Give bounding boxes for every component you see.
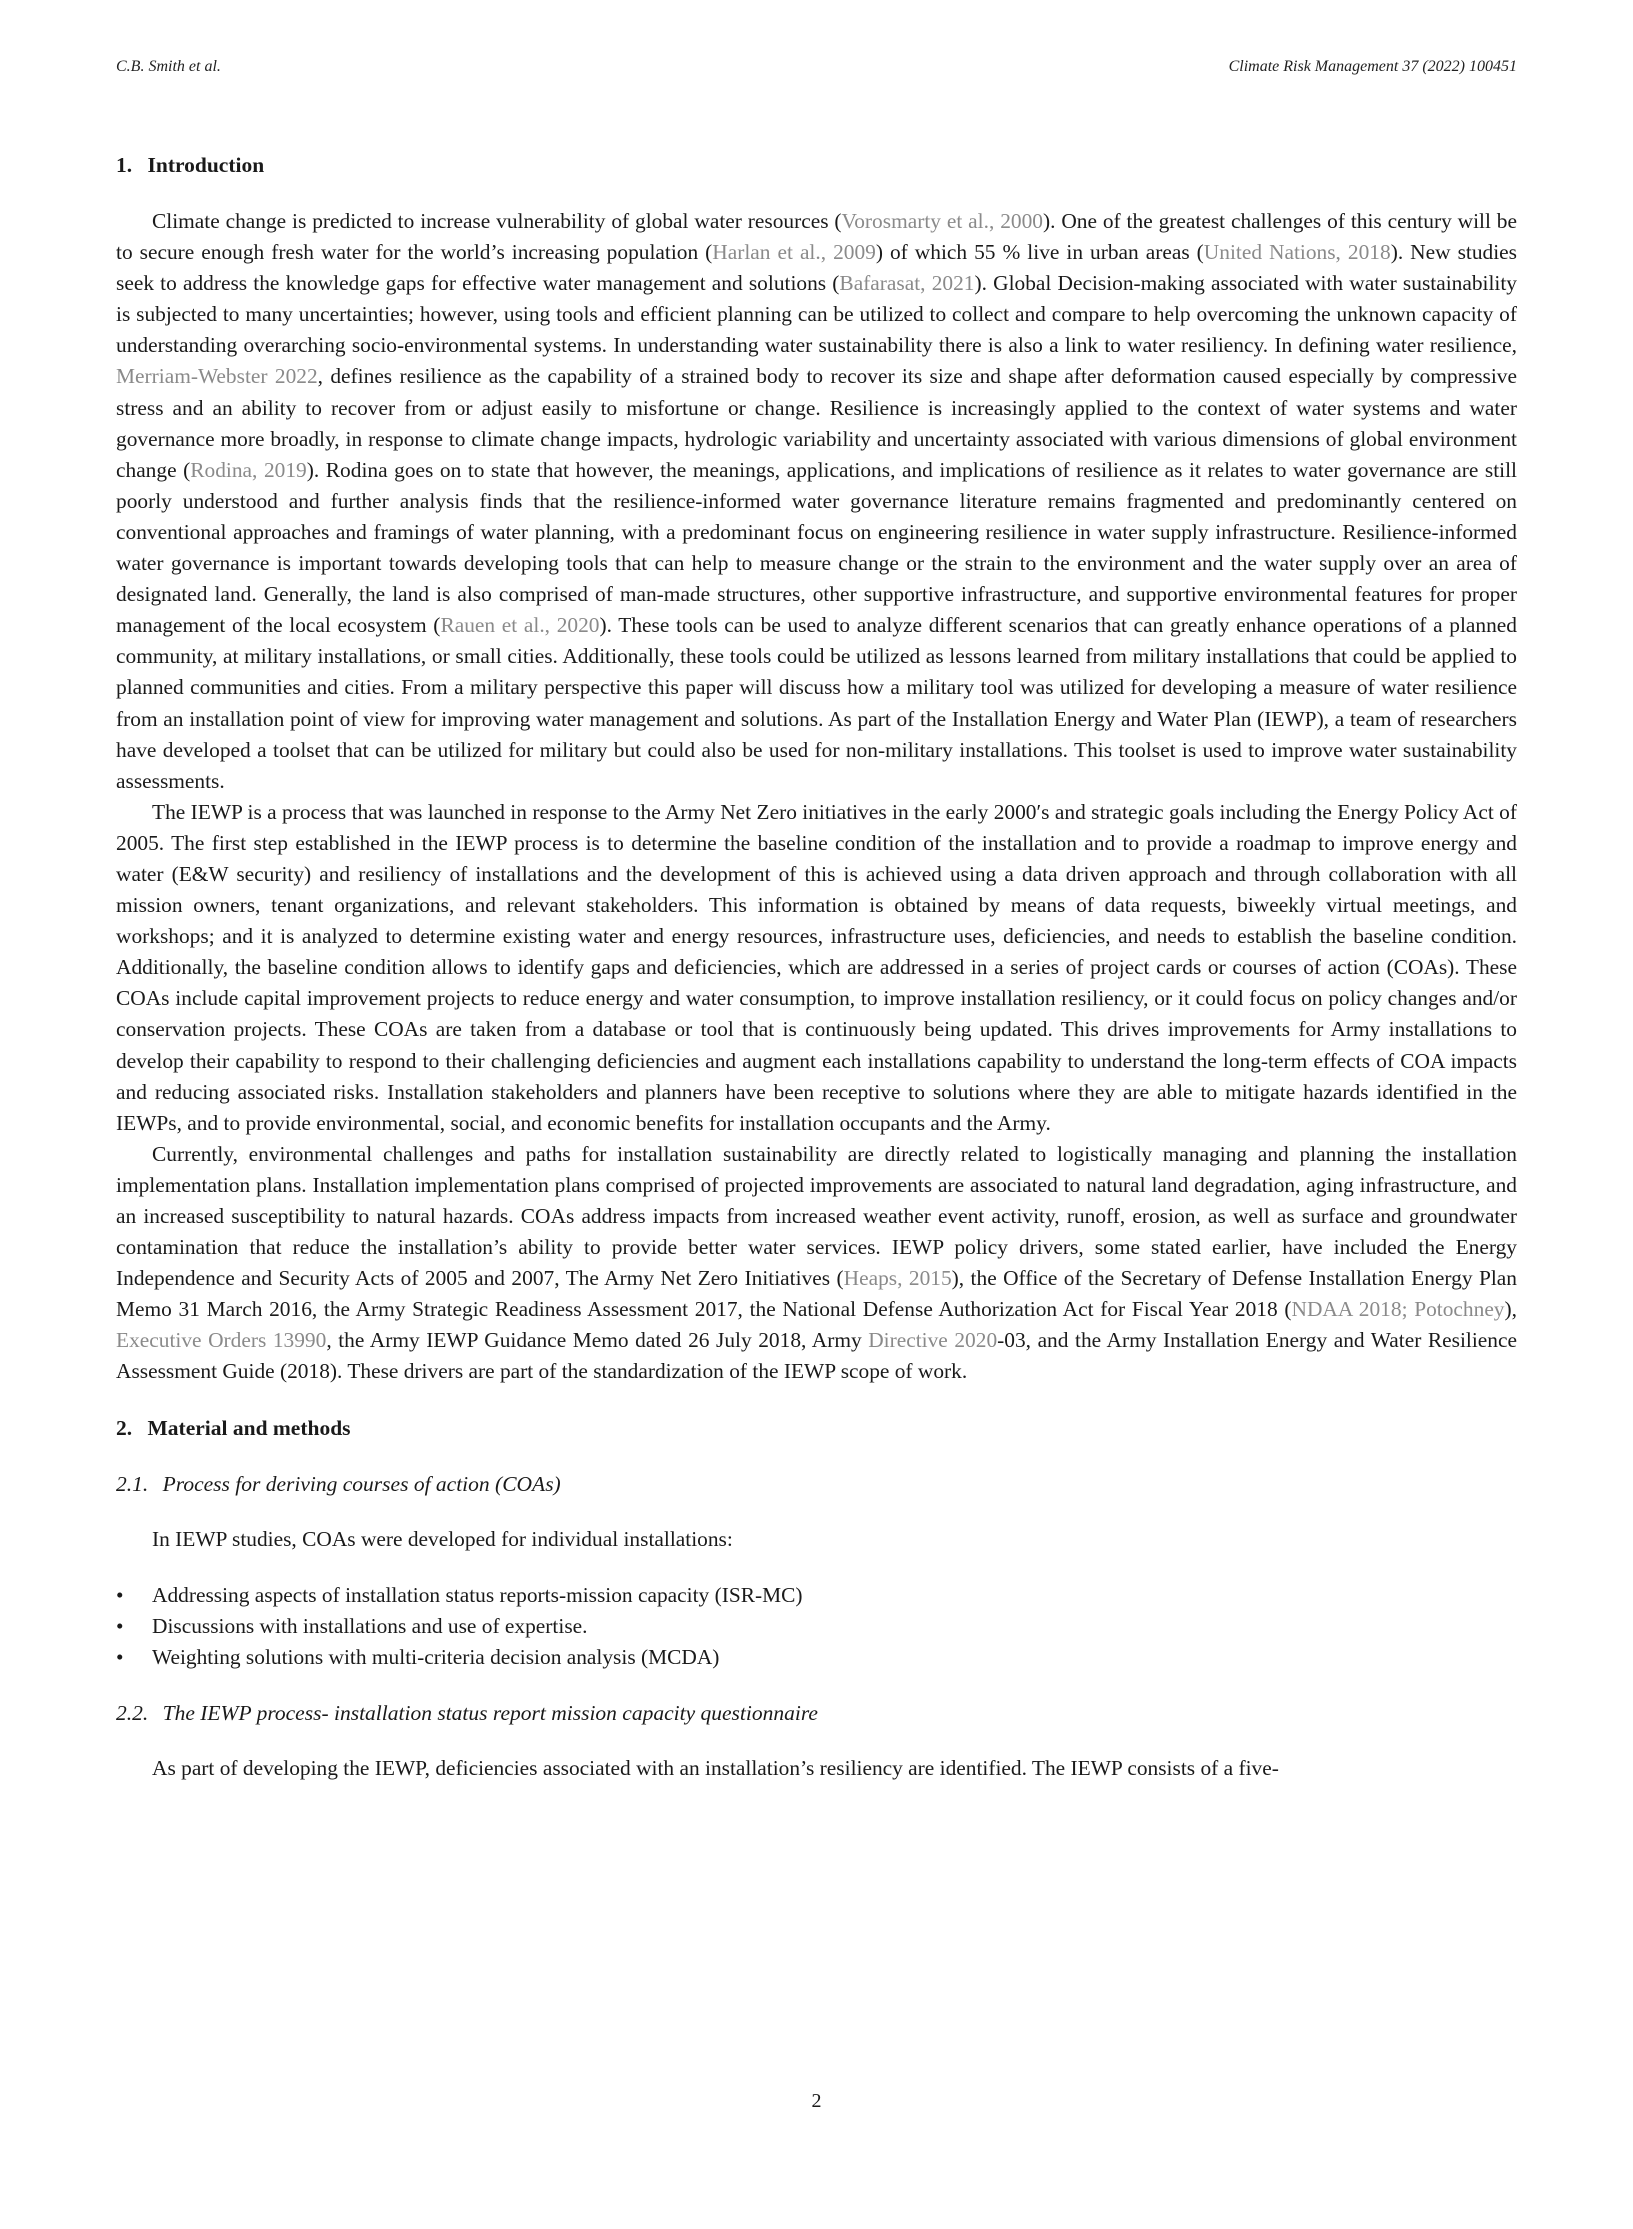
- paragraph-text-run: , defines resilience as the capability of a strained body to recover its size and shape after deformation caused especially by compressive stress and an ability to recover from or adjust easily to misfortune or change. Resilience is increasingly applied to the context of water systems and water governance more broadly, in response to climate change impacts, hydrologic variability and uncertainty associated with various dimensions of global environment change (: [116, 364, 1517, 482]
- citation-link[interactable]: Directive 2020: [868, 1328, 998, 1353]
- bullet-icon: •: [116, 1582, 124, 1607]
- header-journal: Climate Risk Management 37 (2022) 100451: [1228, 58, 1517, 75]
- paragraph-text-run: ). New studies seek to address the knowledge gaps for effective water management and solutions (: [116, 240, 1517, 296]
- paragraph-text-run: ). One of the greatest challenges of this century will be to secure enough fresh water for the world’s increasing population (: [116, 209, 1517, 265]
- section-number: 1.: [116, 153, 133, 177]
- list-item: [116, 1611, 1517, 1642]
- list-item-text: Weighting solutions with multi-criteria decision analysis (MCDA): [152, 1644, 720, 1669]
- paragraph-text-run: ). These tools can be used to analyze different scenarios that can greatly enhance operations of a planned community, at military installations, or small cities. Additionally, these tools could be utilized as lessons learned from military installations that could be applied to planned communities and cities. From a military perspective this paper will discuss how a military tool was utilized for developing a measure of water resilience from an installation point of view for improving water management and solutions. As part of the Installation Energy and Water Plan (IEWP), a team of researchers have developed a toolset that can be utilized for military but could also be used for non-military installations. This toolset is used to improve water sustainability assessments.: [116, 613, 1517, 793]
- subsection-2-2-paragraph: As part of developing the IEWP, deficiencies associated with an installation’s resiliency are identified. The IEWP consists of a five-: [152, 1755, 1279, 1780]
- subsection-number: 2.2.: [116, 1700, 149, 1725]
- bullet-icon: •: [116, 1613, 124, 1638]
- subsection-title: Process for deriving courses of action (COAs): [162, 1471, 561, 1496]
- paragraph-text-run: ), the Office of the Secretary of Defense Installation Energy Plan Memo 31 March 2016, the Army Strategic Readiness Assessment 2017, the National Defense Authorization Act for Fiscal Year 2018 (: [116, 1266, 1517, 1322]
- list-item: [116, 1580, 1517, 1611]
- paragraph-text-run: Climate change is predicted to increase vulnerability of global water resources (: [152, 209, 842, 233]
- citation-link[interactable]: Merriam-Webster 2022: [116, 364, 318, 389]
- paragraph-text-run: ). Rodina goes on to state that however, the meanings, applications, and implications of resilience as it relates to water governance are still poorly understood and further analysis finds that the resilience-informed water governance literature remains fragmented and predominantly centered on conventional approaches and framings of water planning, with a predominant focus on engineering resilience in water supply infrastructure. Resilience-informed water governance is important towards developing tools that can help to measure change or the strain to the environment and the water supply over an area of designated land. Generally, the land is also comprised of man-made structures, other supportive infrastructure, and supportive environmental features for proper management of the local ecosystem (: [116, 457, 1517, 638]
- paragraph-text-run: ),: [1504, 1297, 1517, 1322]
- paragraph-text-run: , the Army IEWP Guidance Memo dated 26 July 2018, Army: [326, 1328, 869, 1353]
- citation-link[interactable]: Bafarasat, 2021: [839, 271, 975, 296]
- paragraph-text-run: ). Global Decision-making associated with water sustainability is subjected to many uncertainties; however, using tools and efficient planning can be utilized to collect and compare to help overcoming the unknown capacity of understanding overarching socio-environmental systems. In understanding water sustainability there is also a link to water resiliency. In defining water resilience,: [116, 271, 1518, 358]
- citation-link[interactable]: Rodina, 2019: [190, 457, 307, 482]
- citation-link[interactable]: Heaps, 2015: [843, 1266, 952, 1291]
- paragraph-2: [116, 797, 1517, 1139]
- paragraph-text-run: The IEWP is a process that was launched in response to the Army Net Zero initiatives in the early 2000′s and strategic goals including the Energy Policy Act of 2005. The first step established in the IEWP process is to determine the baseline condition of the installation and to provide a roadmap to improve energy and water (E&W security) and resiliency of installations and the development of this is achieved using a data driven approach and through collaboration with all mission owners, tenant organizations, and relevant stakeholders. This information is obtained by means of data requests, biweekly virtual meetings, and workshops; and it is analyzed to determine existing water and energy resources, infrastructure uses, deficiencies, and needs to establish the baseline condition. Additionally, the baseline condition allows to identify gaps and deficiencies, which are addressed in a series of project cards or courses of action (COAs). These COAs include capital improvement projects to reduce energy and water consumption, to improve installation resiliency, or it could focus on policy changes and/or conservation projects. These COAs are taken from a database or tool that is continuously being updated. This drives improvements for Army installations to develop their capability to respond to their challenging deficiencies and augment each installations capability to understand the long-term effects of COA impacts and reducing associated risks. Installation stakeholders and planners have been receptive to solutions where they are able to mitigate hazards identified in the IEWPs, and to provide environmental, social, and economic benefits for installation occupants and the Army.: [116, 799, 1517, 1135]
- section-heading-methods: [116, 1413, 1517, 1444]
- subsection-intro-paragraph: In IEWP studies, COAs were developed for individual installations:: [152, 1526, 733, 1551]
- section-title: Introduction: [147, 153, 265, 177]
- coa-bullet-list: [116, 1580, 1517, 1673]
- subsection-number: 2.1.: [116, 1471, 149, 1496]
- subsection-heading-2-2: [116, 1698, 1517, 1729]
- article-body: [116, 150, 1517, 1784]
- paragraph-text-run: ) of which 55 % live in urban areas (: [875, 240, 1204, 265]
- citation-link[interactable]: Executive Orders 13990: [116, 1328, 327, 1353]
- paragraph-text-run: -03, and the Army Installation Energy and Water Resilience Assessment Guide (2018). These drivers are part of the standardization of the IEWP scope of work.: [116, 1328, 1517, 1384]
- section-title: Material and methods: [147, 1415, 351, 1440]
- page-number: 2: [811, 2090, 822, 2112]
- citation-link[interactable]: NDAA 2018; Potochney: [1291, 1297, 1505, 1322]
- subsection-title: The IEWP process- installation status report mission capacity questionnaire: [162, 1700, 818, 1725]
- list-item-text: Addressing aspects of installation status reports-mission capacity (ISR-MC): [152, 1582, 803, 1607]
- list-item-text: Discussions with installations and use of expertise.: [152, 1613, 588, 1638]
- citation-link[interactable]: Harlan et al., 2009: [712, 240, 876, 265]
- bullet-icon: •: [116, 1644, 124, 1669]
- citation-link[interactable]: United Nations, 2018: [1203, 240, 1391, 265]
- subsection-heading-2-1: [116, 1469, 1517, 1500]
- paragraph-1: [116, 206, 1517, 797]
- section-heading-introduction: [116, 150, 1517, 181]
- header-authors: C.B. Smith et al.: [116, 58, 221, 75]
- paragraph-3: [116, 1139, 1517, 1388]
- citation-link[interactable]: Rauen et al., 2020: [440, 613, 600, 638]
- citation-link[interactable]: Vorosmarty et al., 2000: [841, 209, 1043, 233]
- paragraph-text-run: Currently, environmental challenges and paths for installation sustainability are directly related to logistically managing and planning the installation implementation plans. Installation implementation plans comprised of projected improvements are associated to natural land degradation, aging infrastructure, and an increased susceptibility to natural hazards. COAs address impacts from increased weather event activity, runoff, erosion, as well as surface and groundwater contamination that reduce the installation’s ability to provide better water services. IEWP policy drivers, some stated earlier, have included the Energy Independence and Security Acts of 2005 and 2007, The Army Net Zero Initiatives (: [116, 1141, 1517, 1291]
- section-number: 2.: [116, 1415, 133, 1440]
- list-item: [116, 1642, 1517, 1673]
